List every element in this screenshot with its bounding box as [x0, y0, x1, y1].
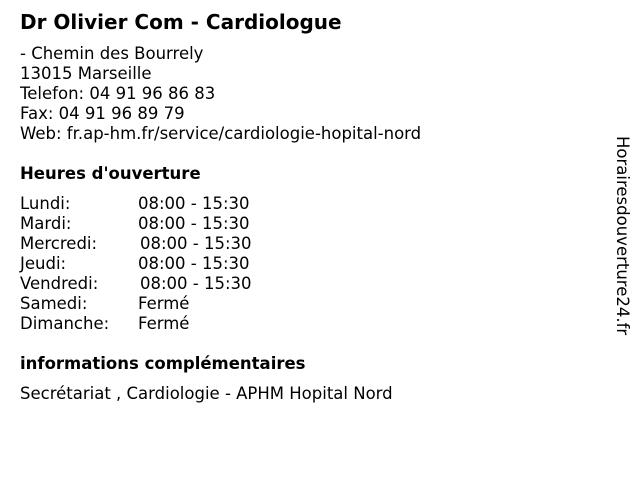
additional-info-text: Secrétariat , Cardiologie - APHM Hopital Nord [20, 384, 393, 403]
additional-info-heading: informations complémentaires [20, 354, 306, 373]
day-label: Vendredi: [20, 274, 99, 293]
street-line: - Chemin des Bourrely [20, 44, 204, 63]
hours-value: 08:00 - 15:30 [140, 234, 252, 253]
day-label: Lundi: [20, 194, 71, 213]
hours-value: Fermé [138, 294, 190, 313]
hours-value: 08:00 - 15:30 [138, 214, 250, 233]
fax-line: Fax: 04 91 96 89 79 [20, 104, 185, 123]
hours-value: Fermé [138, 314, 190, 333]
day-label: Samedi: [20, 294, 88, 313]
opening-hours-heading: Heures d'ouverture [20, 164, 201, 183]
day-label: Mercredi: [20, 234, 98, 253]
hours-value: 08:00 - 15:30 [138, 194, 250, 213]
day-label: Jeudi: [20, 254, 67, 273]
hours-value: 08:00 - 15:30 [138, 254, 250, 273]
day-label: Mardi: [20, 214, 72, 233]
phone-line: Telefon: 04 91 96 86 83 [20, 84, 216, 103]
website-line: Web: fr.ap-hm.fr/service/cardiologie-hopital-nord [20, 124, 422, 143]
address-block [20, 44, 421, 144]
day-label: Dimanche: [20, 314, 110, 333]
page-title: Dr Olivier Com - Cardiologue [20, 10, 342, 34]
hours-value: 08:00 - 15:30 [140, 274, 252, 293]
site-watermark: Horairesdouverture24.fr [613, 136, 632, 336]
city-line: 13015 Marseille [20, 64, 152, 83]
